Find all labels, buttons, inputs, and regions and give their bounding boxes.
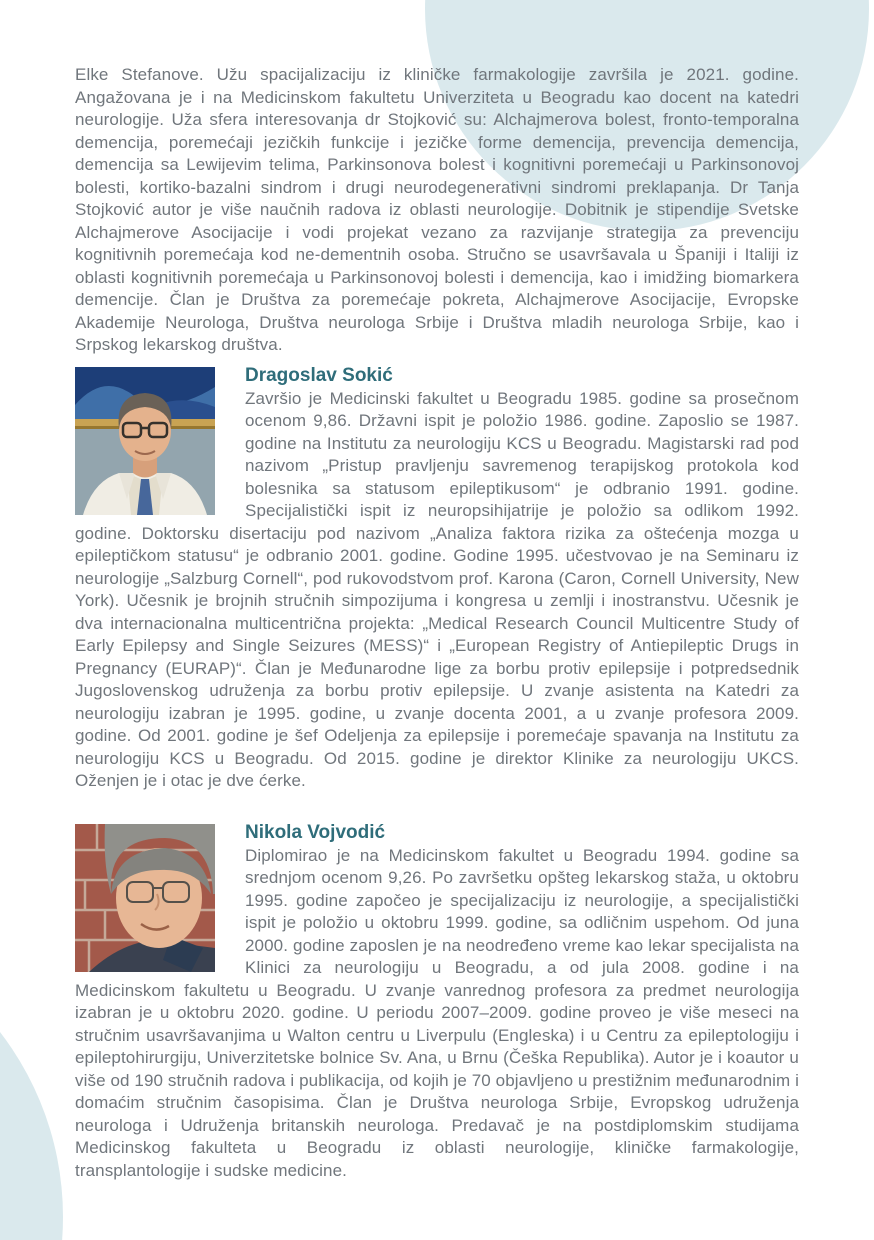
intro-paragraph: Elke Stefanove. Užu spacijalizaciju iz kliničke farmakologije završila je 2021. godine. Angažovana je i na Medicinskom fakultetu Univerziteta u Beogradu kao docent na katedri neurologije. Uža sfera interesovanja dr Stojković su: Alchajmerova bolest, fronto-temporalna demencija, poremećaji jezičkih funkcije i jezičke forme demencija, prevencija demencija, demencija sa Lewijevim telima, Parkinsonova bolest i kognitivni poremećaji u Parkinsonovoj bolesti, kortiko-bazalni sindrom i drugi neurodegenerativni sindromi preklapanja. Dr Tanja Stojković autor je više naučnih radova iz oblasti neurologije. Dobitnik je stipendije Svetske Alchajmerove Asocijacije i vodi projekat vezano za razvijanje strategija za prevenciju kognitivnih poremećaja kod ne-dementnih osoba. Stručno se usavršavala u Španiji i Italiji iz oblasti kognitivnih poremećaja u Parkinsonovoj bolesti i demencija, kao i imidžing biomarkera demencije. Član je Društva za poremećaje pokreta, Alchajmerove Asocijacije, Evropske Akademije Neurologa, Društva neurologa Srbije i Društva mladih neurologa Srbije, kao i Srpskog lekarskog društva. — [75, 65, 799, 354]
bio-text-nikola-vojvodic: Diplomirao je na Medicinskom fakultet u Beogradu 1994. godine sa srednjom ocenom 9,26. Po završetku opšteg lekarskog staža, u oktobru 1995. godine započeo je specijalizaciju iz neurologije, a specijalistički ispit je položio u oktobru 1999. godine, sa odličnim uspehom. Od juna 2000. godine zaposlen je na neodređeno vreme kao lekar specijalista na Klinici za neurologiju u Beogradu, a od jula 2008. godine i na Medicinskom fakultetu u Beogradu. U zvanje vanrednog profesora za predmet neurologija izabran je u oktobru 2020. godine. U periodu 2007–2009. godine proveo je više meseci na stručnim usavršavanjima u Walton centru u Liverpulu (Engleska) i u Centru za epileptologiju i epileptohirurgiju, Univerzitetske bolnice Sv. Ana, u Brnu (Češka Republika). Autor je i koautor u više od 190 stručnih radova i publikacija, od kojih je 70 objavljeno u prestižnim međunarodnim i domaćim stručnim časopisima. Član je Društva neurologa Srbije, Evropskog udruženja neurologa i Udruženja britanskih neurologa. Predavač je na postdiplomskim studijama Medicinskog fakulteta u Beogradu iz oblasti neurologije, kliničke farmakologije, transplantologije i sudske medicine. — [75, 845, 799, 1180]
bio-section-nikola-vojvodic — [75, 821, 799, 1183]
nikola-vojvodic-photo — [75, 824, 215, 972]
nikola-vojvodic-portrait-graphic — [75, 824, 215, 972]
dragoslav-sokic-portrait-graphic — [75, 367, 215, 515]
bio-name-dragoslav-sokic: Dragoslav Sokić — [245, 364, 393, 386]
dragoslav-sokic-photo — [75, 367, 215, 515]
bio-text-dragoslav-sokic: Završio je Medicinski fakultet u Beogradu 1985. godine sa prosečnom ocenom 9,86. Državni ispit je položio 1986. godine. Zaposlio se 1987. godine na Institutu za neurologiju KCS u Beogradu. Magistarski rad pod nazivom „Pristup pravljenju savremenog terapijskog protokola kod bolesnika sa statusom epileptikusom“ je odbranio 1991. godine. Specijalistički ispit iz neuropsihijatrije je položio sa odlikom 1992. godine. Doktorsku disertaciju pod nazivom „Analiza faktora rizika za oštećenja mozga u epileptičkom statusu“ je odbranio 2001. godine. Godine 1995. učestvovao je na Seminaru iz neurologije „Salzburg Cornell“, pod rukovodstvom prof. Karona (Caron, Cornell University, New York). Učesnik je brojnih stručnih simpozijuma i kongresa u zemlji i inostranstvu. Učesnik je dva internacionalna multicentrična projekta: „Medical Research Council Multicentre Study of Early Epilepsy and Single Seizures (MESS)“ i „European Registry of Antiepileptic Drugs in Pregnancy (EURAP)“. Član je Međunarodne lige za borbu protiv epilepsije i potpredsednik Jugoslovenskog udruženja za borbu protiv epilepsije. U zvanje asistenta na Katedri za neurologiju izabran je 1995. godine, u zvanje docenta 2001, a u zvanje profesora 2009. godine. Od 2001. godine je šef Odeljenja za epilepsije i poremećaje spavanja na Institutu za neurologiju KCS u Beogradu. Od 2015. godine je direktor Klinike za neurologiju UKCS. Oženjen je i otac je dve ćerke. — [75, 388, 799, 790]
bio-section-dragoslav-sokic — [75, 364, 799, 793]
bio-name-nikola-vojvodic: Nikola Vojvodić — [245, 821, 386, 843]
